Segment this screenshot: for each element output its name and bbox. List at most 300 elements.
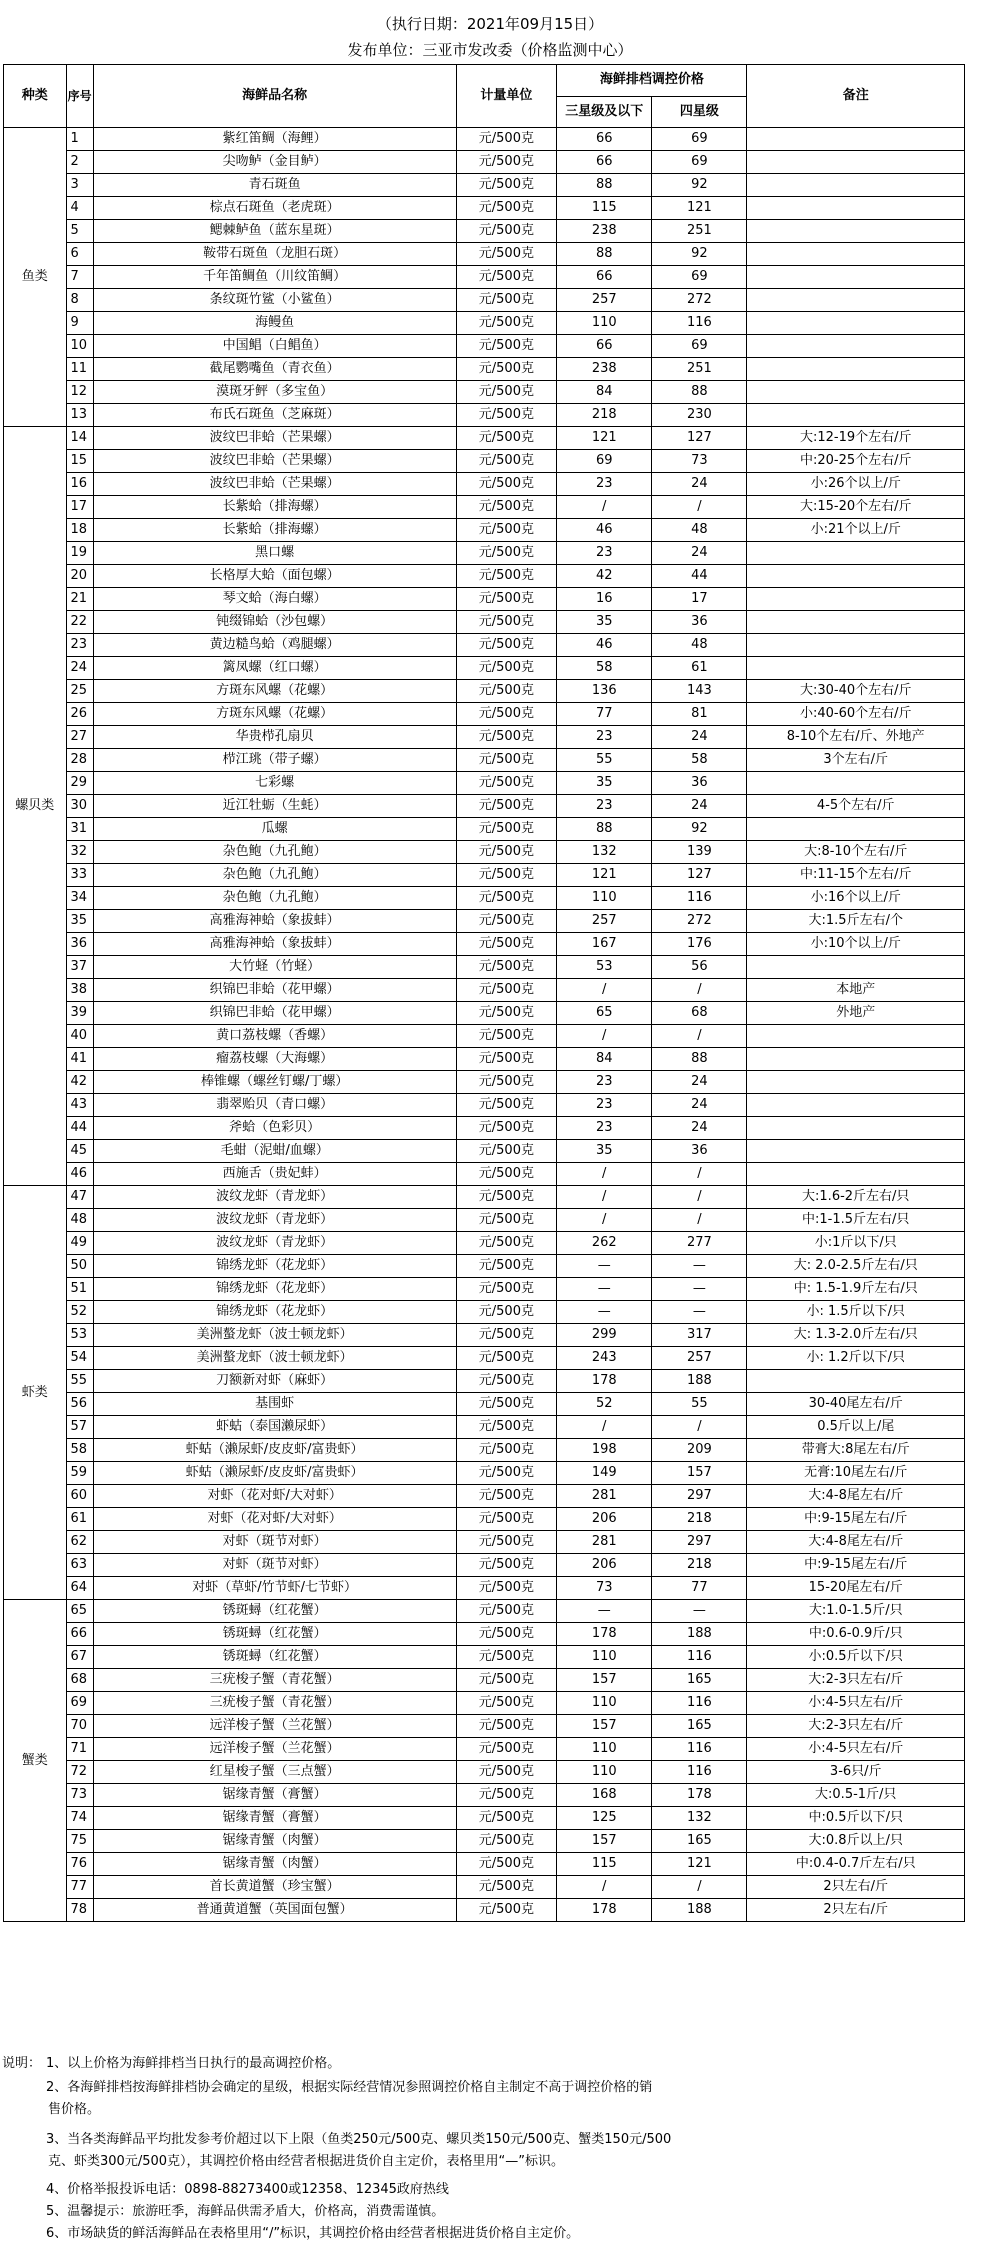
name-cell: 条纹斑竹鲨（小鲨鱼） — [93, 289, 456, 312]
remark-cell: 外地产 — [747, 1002, 965, 1025]
price-3star-cell: 66 — [557, 266, 652, 289]
table-row — [4, 588, 965, 611]
seq-cell: 25 — [66, 680, 93, 703]
remark-cell: 中:20-25个左右/斤 — [747, 450, 965, 473]
unit-cell: 元/500克 — [456, 266, 557, 289]
seq-cell: 27 — [66, 726, 93, 749]
name-cell: 方斑东风螺（花螺） — [93, 680, 456, 703]
name-cell: 对虾（草虾/竹节虾/七节虾） — [93, 1577, 456, 1600]
remark-cell: 中: 1.5-1.9斤左右/只 — [747, 1278, 965, 1301]
table-row — [4, 1163, 965, 1186]
name-cell: 锦绣龙虾（花龙虾） — [93, 1301, 456, 1324]
seq-cell: 49 — [66, 1232, 93, 1255]
seq-cell: 32 — [66, 841, 93, 864]
price-3star-cell: / — [557, 1416, 652, 1439]
remark-cell — [747, 657, 965, 680]
table-row — [4, 289, 965, 312]
table-row — [4, 519, 965, 542]
price-4star-cell: 61 — [652, 657, 747, 680]
seq-cell: 45 — [66, 1140, 93, 1163]
price-3star-cell: 66 — [557, 335, 652, 358]
price-4star-cell: / — [652, 979, 747, 1002]
unit-cell: 元/500克 — [456, 197, 557, 220]
name-cell: 波纹龙虾（青龙虾） — [93, 1186, 456, 1209]
table-row — [4, 1462, 965, 1485]
price-3star-cell: 110 — [557, 312, 652, 335]
name-cell: 织锦巴非蛤（花甲螺） — [93, 1002, 456, 1025]
unit-cell: 元/500克 — [456, 1554, 557, 1577]
remark-cell: 小:4-5只左右/斤 — [747, 1692, 965, 1715]
note-line: 6、市场缺货的鲜活海鲜品在表格里用“/”标识，其调控价格由经营者根据进货价格自主定价。 — [46, 2226, 580, 2241]
name-cell: 锈斑蟳（红花蟹） — [93, 1600, 456, 1623]
remark-cell: 2只左右/斤 — [747, 1899, 965, 1922]
price-3star-cell: 198 — [557, 1439, 652, 1462]
seq-cell: 65 — [66, 1600, 93, 1623]
seq-cell: 36 — [66, 933, 93, 956]
price-4star-cell: 165 — [652, 1830, 747, 1853]
unit-cell: 元/500克 — [456, 1002, 557, 1025]
price-4star-cell: 48 — [652, 634, 747, 657]
price-3star-cell: 115 — [557, 1853, 652, 1876]
price-4star-cell: 209 — [652, 1439, 747, 1462]
name-cell: 美洲螯龙虾（波士顿龙虾） — [93, 1347, 456, 1370]
price-4star-cell: 24 — [652, 542, 747, 565]
price-4star-cell: 139 — [652, 841, 747, 864]
seq-cell: 61 — [66, 1508, 93, 1531]
table-row — [4, 657, 965, 680]
table-row — [4, 1002, 965, 1025]
price-4star-cell: — — [652, 1600, 747, 1623]
table-row — [4, 795, 965, 818]
execution-date: （执行日期：2021年09月15日） — [376, 15, 604, 33]
remark-cell: 30-40尾左右/斤 — [747, 1393, 965, 1416]
price-4star-cell: 317 — [652, 1324, 747, 1347]
seq-cell: 53 — [66, 1324, 93, 1347]
unit-cell: 元/500克 — [456, 542, 557, 565]
remark-cell: 3个左右/斤 — [747, 749, 965, 772]
price-3star-cell: 157 — [557, 1669, 652, 1692]
price-4star-cell: 143 — [652, 680, 747, 703]
seq-cell: 41 — [66, 1048, 93, 1071]
seq-cell: 28 — [66, 749, 93, 772]
table-row — [4, 151, 965, 174]
unit-cell: 元/500克 — [456, 1370, 557, 1393]
name-cell: 锦绣龙虾（花龙虾） — [93, 1278, 456, 1301]
table-row — [4, 1692, 965, 1715]
price-4star-cell: 36 — [652, 772, 747, 795]
unit-cell: 元/500克 — [456, 1094, 557, 1117]
price-4star-cell: 188 — [652, 1899, 747, 1922]
seq-cell: 5 — [66, 220, 93, 243]
name-cell: 七彩螺 — [93, 772, 456, 795]
unit-cell: 元/500克 — [456, 496, 557, 519]
price-3star-cell: 77 — [557, 703, 652, 726]
seq-cell: 10 — [66, 335, 93, 358]
unit-cell: 元/500克 — [456, 1140, 557, 1163]
table-row — [4, 335, 965, 358]
unit-cell: 元/500克 — [456, 335, 557, 358]
unit-cell: 元/500克 — [456, 1600, 557, 1623]
remark-cell: 小:26个以上/斤 — [747, 473, 965, 496]
table-row — [4, 1324, 965, 1347]
seq-cell: 14 — [66, 427, 93, 450]
seq-cell: 23 — [66, 634, 93, 657]
table-row — [4, 1278, 965, 1301]
remark-cell: 15-20尾左右/斤 — [747, 1577, 965, 1600]
seq-cell: 71 — [66, 1738, 93, 1761]
unit-cell: 元/500克 — [456, 565, 557, 588]
table-row — [4, 1232, 965, 1255]
seq-cell: 64 — [66, 1577, 93, 1600]
remark-cell: 大:1.0-1.5斤/只 — [747, 1600, 965, 1623]
price-3star-cell: / — [557, 1025, 652, 1048]
table-row — [4, 128, 965, 151]
price-3star-cell: 23 — [557, 1094, 652, 1117]
price-4star-cell: / — [652, 1416, 747, 1439]
name-cell: 红星梭子蟹（三点蟹） — [93, 1761, 456, 1784]
table-row — [4, 358, 965, 381]
unit-cell: 元/500克 — [456, 220, 557, 243]
price-3star-cell: 121 — [557, 864, 652, 887]
table-row — [4, 197, 965, 220]
unit-cell: 元/500克 — [456, 979, 557, 1002]
price-4star-cell: — — [652, 1301, 747, 1324]
remark-cell: 小:0.5斤以下/只 — [747, 1646, 965, 1669]
price-3star-cell: 23 — [557, 473, 652, 496]
seq-cell: 16 — [66, 473, 93, 496]
price-3star-cell: 73 — [557, 1577, 652, 1600]
price-4star-cell: 218 — [652, 1508, 747, 1531]
remark-cell — [747, 1370, 965, 1393]
unit-cell: 元/500克 — [456, 703, 557, 726]
name-cell: 三疣梭子蟹（青花蟹） — [93, 1669, 456, 1692]
price-4star-cell: / — [652, 1876, 747, 1899]
name-cell: 海鳗鱼 — [93, 312, 456, 335]
table-row — [4, 887, 965, 910]
price-4star-cell: 56 — [652, 956, 747, 979]
table-row — [4, 1439, 965, 1462]
unit-cell: 元/500克 — [456, 1646, 557, 1669]
price-4star-cell: 218 — [652, 1554, 747, 1577]
unit-cell: 元/500克 — [456, 1255, 557, 1278]
unit-cell: 元/500克 — [456, 1324, 557, 1347]
unit-cell: 元/500克 — [456, 1232, 557, 1255]
remark-cell — [747, 818, 965, 841]
price-4star-cell: 24 — [652, 1094, 747, 1117]
remark-cell: 小:1斤以下/只 — [747, 1232, 965, 1255]
price-4star-cell: / — [652, 1163, 747, 1186]
price-3star-cell: 58 — [557, 657, 652, 680]
unit-cell: 元/500克 — [456, 450, 557, 473]
remark-cell — [747, 312, 965, 335]
seq-cell: 67 — [66, 1646, 93, 1669]
unit-cell: 元/500克 — [456, 1531, 557, 1554]
unit-cell: 元/500克 — [456, 1853, 557, 1876]
seq-cell: 62 — [66, 1531, 93, 1554]
remark-cell: 无膏:10尾左右/斤 — [747, 1462, 965, 1485]
price-4star-cell: — — [652, 1255, 747, 1278]
remark-cell — [747, 381, 965, 404]
remark-cell: 大:1.6-2斤左右/只 — [747, 1186, 965, 1209]
table-row — [4, 1140, 965, 1163]
unit-cell: 元/500克 — [456, 174, 557, 197]
price-3star-cell: 66 — [557, 128, 652, 151]
table-row — [4, 1186, 965, 1209]
name-cell: 栉江珧（带子螺） — [93, 749, 456, 772]
price-3star-cell: 23 — [557, 1117, 652, 1140]
table-row — [4, 1531, 965, 1554]
seq-cell: 26 — [66, 703, 93, 726]
table-row — [4, 1347, 965, 1370]
remark-cell — [747, 1117, 965, 1140]
unit-cell: 元/500克 — [456, 1830, 557, 1853]
unit-cell: 元/500克 — [456, 1761, 557, 1784]
name-cell: 截尾鹦嘴鱼（青衣鱼） — [93, 358, 456, 381]
price-3star-cell: 42 — [557, 565, 652, 588]
name-cell: 波纹龙虾（青龙虾） — [93, 1209, 456, 1232]
price-3star-cell: 178 — [557, 1899, 652, 1922]
remark-cell — [747, 220, 965, 243]
name-cell: 高雅海神蛤（象拔蚌） — [93, 933, 456, 956]
name-cell: 杂色鲍（九孔鲍） — [93, 841, 456, 864]
seq-cell: 34 — [66, 887, 93, 910]
price-3star-cell: — — [557, 1301, 652, 1324]
price-4star-cell: 116 — [652, 1738, 747, 1761]
remark-cell — [747, 335, 965, 358]
price-3star-cell: / — [557, 1163, 652, 1186]
table-row — [4, 703, 965, 726]
table-row — [4, 473, 965, 496]
price-table-body — [4, 128, 965, 1922]
table-row — [4, 1646, 965, 1669]
name-cell: 远洋梭子蟹（兰花蟹） — [93, 1738, 456, 1761]
remark-cell: 小: 1.2斤以下/只 — [747, 1347, 965, 1370]
seq-cell: 6 — [66, 243, 93, 266]
price-3star-cell: 35 — [557, 1140, 652, 1163]
price-3star-cell: 110 — [557, 1761, 652, 1784]
unit-cell: 元/500克 — [456, 358, 557, 381]
table-row — [4, 1393, 965, 1416]
unit-cell: 元/500克 — [456, 1025, 557, 1048]
name-cell: 虾蛄（泰国濑尿虾） — [93, 1416, 456, 1439]
price-4star-cell: 77 — [652, 1577, 747, 1600]
remark-cell: 0.5斤以上/尾 — [747, 1416, 965, 1439]
price-4star-cell: 157 — [652, 1462, 747, 1485]
price-4star-cell: / — [652, 1025, 747, 1048]
name-cell: 锈斑蟳（红花蟹） — [93, 1646, 456, 1669]
price-3star-cell: 55 — [557, 749, 652, 772]
unit-cell: 元/500克 — [456, 795, 557, 818]
name-cell: 中国鲳（白鲳鱼） — [93, 335, 456, 358]
seq-cell: 18 — [66, 519, 93, 542]
unit-cell: 元/500克 — [456, 128, 557, 151]
name-cell: 近江牡蛎（生蚝） — [93, 795, 456, 818]
remark-cell — [747, 772, 965, 795]
unit-cell: 元/500克 — [456, 1278, 557, 1301]
price-4star-cell: 297 — [652, 1531, 747, 1554]
name-cell: 长格厚大蛤（面包螺） — [93, 565, 456, 588]
remark-cell: 大:1.5斤左右/个 — [747, 910, 965, 933]
remark-cell: 4-5个左右/斤 — [747, 795, 965, 818]
unit-cell: 元/500克 — [456, 933, 557, 956]
seq-cell: 39 — [66, 1002, 93, 1025]
price-4star-cell: — — [652, 1278, 747, 1301]
price-3star-cell: 262 — [557, 1232, 652, 1255]
price-4star-cell: 116 — [652, 1646, 747, 1669]
name-cell: 鳃棘鲈鱼（蓝东星斑） — [93, 220, 456, 243]
price-3star-cell: 218 — [557, 404, 652, 427]
table-row — [4, 1554, 965, 1577]
price-4star-cell: 121 — [652, 1853, 747, 1876]
seq-cell: 1 — [66, 128, 93, 151]
price-4star-cell: 116 — [652, 1692, 747, 1715]
price-4star-cell: 69 — [652, 335, 747, 358]
table-row — [4, 174, 965, 197]
price-4star-cell: 188 — [652, 1370, 747, 1393]
seq-cell: 17 — [66, 496, 93, 519]
unit-cell: 元/500克 — [456, 1071, 557, 1094]
seq-cell: 38 — [66, 979, 93, 1002]
unit-cell: 元/500克 — [456, 289, 557, 312]
remark-cell: 中:1-1.5斤左右/只 — [747, 1209, 965, 1232]
seq-cell: 3 — [66, 174, 93, 197]
seq-cell: 72 — [66, 1761, 93, 1784]
price-3star-cell: 110 — [557, 887, 652, 910]
price-4star-cell: 165 — [652, 1715, 747, 1738]
name-cell: 翡翠贻贝（青口螺） — [93, 1094, 456, 1117]
price-3star-cell: 23 — [557, 726, 652, 749]
price-3star-cell: 257 — [557, 910, 652, 933]
name-cell: 对虾（花对虾/大对虾） — [93, 1508, 456, 1531]
price-3star-cell: / — [557, 1876, 652, 1899]
price-3star-cell: 65 — [557, 1002, 652, 1025]
price-4star-cell: / — [652, 496, 747, 519]
name-cell: 三疣梭子蟹（青花蟹） — [93, 1692, 456, 1715]
remark-cell — [747, 1094, 965, 1117]
price-3star-cell: — — [557, 1255, 652, 1278]
price-3star-cell: 88 — [557, 243, 652, 266]
seq-cell: 78 — [66, 1899, 93, 1922]
name-cell: 虾蛄（濑尿虾/皮皮虾/富贵虾） — [93, 1439, 456, 1462]
name-cell: 鞍带石斑鱼（龙胆石斑） — [93, 243, 456, 266]
remark-cell: 2只左右/斤 — [747, 1876, 965, 1899]
price-3star-cell: 238 — [557, 358, 652, 381]
seq-cell: 29 — [66, 772, 93, 795]
price-3star-cell: 16 — [557, 588, 652, 611]
price-4star-cell: 188 — [652, 1623, 747, 1646]
price-4star-cell: 55 — [652, 1393, 747, 1416]
unit-cell: 元/500克 — [456, 680, 557, 703]
price-4star-cell: 69 — [652, 128, 747, 151]
remark-cell: 大:2-3只左右/斤 — [747, 1669, 965, 1692]
remark-cell: 中:11-15个左右/斤 — [747, 864, 965, 887]
name-cell: 琴文蛤（海白螺） — [93, 588, 456, 611]
name-cell: 锦绣龙虾（花龙虾） — [93, 1255, 456, 1278]
price-4star-cell: 92 — [652, 818, 747, 841]
unit-cell: 元/500克 — [456, 588, 557, 611]
price-3star-cell: 281 — [557, 1531, 652, 1554]
price-4star-cell: 277 — [652, 1232, 747, 1255]
name-cell: 锯缘青蟹（肉蟹） — [93, 1830, 456, 1853]
remark-cell: 大:4-8尾左右/斤 — [747, 1531, 965, 1554]
price-4star-cell: 24 — [652, 726, 747, 749]
price-3star-cell: 84 — [557, 381, 652, 404]
table-row — [4, 1485, 965, 1508]
name-cell: 黄口荔枝螺（香螺） — [93, 1025, 456, 1048]
table-row — [4, 1784, 965, 1807]
price-3star-cell: 88 — [557, 174, 652, 197]
remark-cell — [747, 174, 965, 197]
name-cell: 布氏石斑鱼（芝麻斑） — [93, 404, 456, 427]
unit-cell: 元/500克 — [456, 1508, 557, 1531]
unit-cell: 元/500克 — [456, 749, 557, 772]
price-3star-cell: 52 — [557, 1393, 652, 1416]
unit-cell: 元/500克 — [456, 1462, 557, 1485]
header-remark: 备注 — [747, 65, 965, 128]
price-3star-cell: 157 — [557, 1715, 652, 1738]
price-3star-cell: 157 — [557, 1830, 652, 1853]
table-row — [4, 565, 965, 588]
seq-cell: 12 — [66, 381, 93, 404]
unit-cell: 元/500克 — [456, 1048, 557, 1071]
unit-cell: 元/500克 — [456, 1485, 557, 1508]
table-row — [4, 1048, 965, 1071]
price-4star-cell: 116 — [652, 312, 747, 335]
name-cell: 杂色鲍（九孔鲍） — [93, 864, 456, 887]
unit-cell: 元/500克 — [456, 243, 557, 266]
table-row — [4, 611, 965, 634]
seq-cell: 48 — [66, 1209, 93, 1232]
name-cell: 棕点石斑鱼（老虎斑） — [93, 197, 456, 220]
table-row — [4, 1600, 965, 1623]
seq-cell: 60 — [66, 1485, 93, 1508]
seq-cell: 8 — [66, 289, 93, 312]
unit-cell: 元/500克 — [456, 1623, 557, 1646]
seq-cell: 57 — [66, 1416, 93, 1439]
table-row — [4, 818, 965, 841]
name-cell: 瘤荔枝螺（大海螺） — [93, 1048, 456, 1071]
remark-cell: 带膏大:8尾左右/斤 — [747, 1439, 965, 1462]
seq-cell: 21 — [66, 588, 93, 611]
price-3star-cell: 110 — [557, 1646, 652, 1669]
table-row — [4, 1876, 965, 1899]
unit-cell: 元/500克 — [456, 1738, 557, 1761]
price-3star-cell: 238 — [557, 220, 652, 243]
price-4star-cell: 297 — [652, 1485, 747, 1508]
name-cell: 黄边糙鸟蛤（鸡腿螺） — [93, 634, 456, 657]
price-3star-cell: 243 — [557, 1347, 652, 1370]
price-3star-cell: 257 — [557, 289, 652, 312]
note-line: 4、价格举报投诉电话：0898-88273400或12358、12345政府热线 — [46, 2182, 449, 2197]
remark-cell — [747, 1140, 965, 1163]
price-4star-cell: / — [652, 1209, 747, 1232]
header-price-group: 海鲜排档调控价格 — [557, 65, 747, 97]
unit-cell: 元/500克 — [456, 404, 557, 427]
table-row — [4, 1853, 965, 1876]
name-cell: 波纹巴非蛤（芒果螺） — [93, 473, 456, 496]
price-4star-cell: 165 — [652, 1669, 747, 1692]
price-4star-cell: 176 — [652, 933, 747, 956]
name-cell: 西施舌（贵妃蚌） — [93, 1163, 456, 1186]
price-4star-cell: 73 — [652, 450, 747, 473]
table-row — [4, 1899, 965, 1922]
remark-cell — [747, 611, 965, 634]
header-price-3star: 三星级及以下 — [557, 96, 652, 128]
price-4star-cell: 116 — [652, 1761, 747, 1784]
price-4star-cell: 69 — [652, 151, 747, 174]
unit-cell: 元/500克 — [456, 634, 557, 657]
price-4star-cell: 36 — [652, 1140, 747, 1163]
